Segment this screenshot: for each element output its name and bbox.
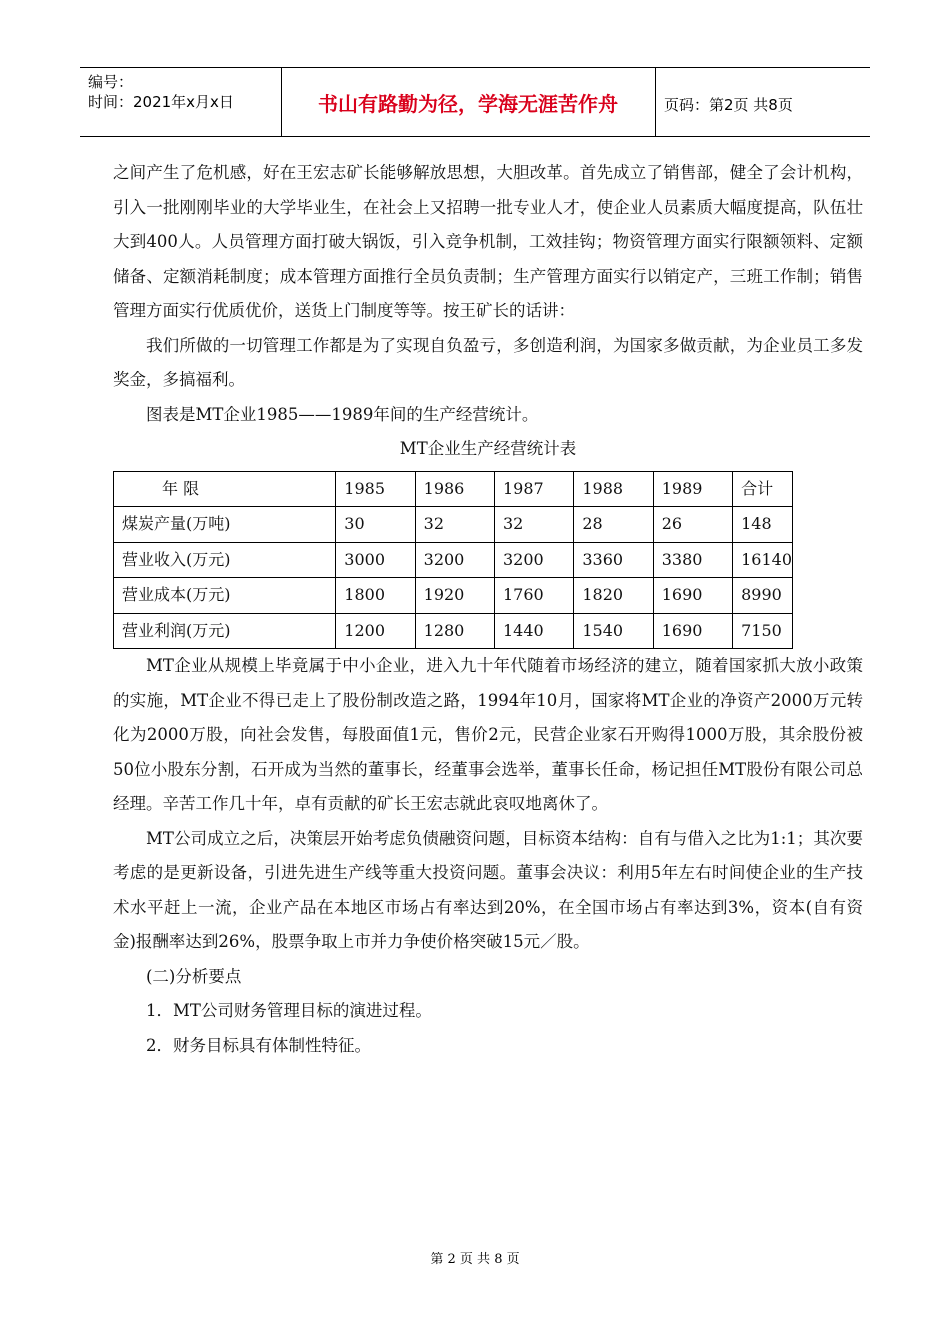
header-page-info: 页码：第2页 共8页 [664,96,793,114]
table-cell: 32 [415,507,494,543]
table-cell: 3200 [415,542,494,578]
list-item: 2．财务目标具有体制性特征。 [146,1035,371,1055]
table-header-cell: 1987 [495,471,574,507]
table-cell: 1280 [415,613,494,649]
table-caption: MT企业生产经营统计表 [399,439,577,458]
page-footer: 第 2 页 共 8 页 [430,1252,520,1267]
table-cell: 148 [733,507,793,543]
table-cell: 28 [574,507,653,543]
header-motto: 书山有路勤为径，学海无涯苦作舟 [318,92,618,116]
header-bottom-rule [80,136,870,137]
paragraph: 之间产生了危机感，好在王宏志矿长能够解放思想，大胆改革。首先成立了销售部，健全了会计机构，引入一批刚刚毕业的大学毕业生，在社会上又招聘一批专业人才，使企业人员素质大幅度提高，队伍壮大到400人。人员管理方面打破大锅饭，引入竞争机制，工效挂钩；物资管理方面实行限额领料、定额储备、定额消耗制度；成本管理方面推行全员负责制；生产管理方面实行以销定产，三班工作制；销售管理方面实行优质优价，送货上门制度等等。按王矿长的话讲： [113,163,863,320]
table-cell: 3000 [336,542,415,578]
table-cell: 1820 [574,578,653,614]
table-header-cell: 年 限 [114,471,336,507]
paragraph: 图表是MT企业1985——1989年间的生产经营统计。 [146,404,539,424]
table-cell: 16140 [733,542,793,578]
table-cell: 8990 [733,578,793,614]
paragraph: 我们所做的一切管理工作都是为了实现自负盈亏，多创造利润，为国家多做贡献，为企业员工多发奖金，多搞福利。 [113,335,863,389]
section-heading: (二)分析要点 [146,966,242,986]
table-cell: 26 [653,507,732,543]
table-cell: 7150 [733,613,793,649]
table-header-cell: 1989 [653,471,732,507]
table-cell: 1440 [495,613,574,649]
table-header-cell: 1985 [336,471,415,507]
header-divider-right [655,67,656,137]
header-top-rule [80,67,870,68]
list-item: 1．MT公司财务管理目标的演进过程。 [146,1001,432,1020]
table-row [114,542,793,578]
table-cell: 32 [495,507,574,543]
table-cell: 1760 [495,578,574,614]
table-cell: 3380 [653,542,732,578]
table-cell: 营业利润(万元) [114,613,336,649]
table-cell: 1200 [336,613,415,649]
table-header-cell: 1986 [415,471,494,507]
document-body [113,156,863,1063]
table-cell: 3360 [574,542,653,578]
table-cell: 营业成本(万元) [114,578,336,614]
table-cell: 营业收入(万元) [114,542,336,578]
table-cell: 1690 [653,613,732,649]
table-cell: 1540 [574,613,653,649]
statistics-table [113,471,793,650]
table-header-cell: 合计 [733,471,793,507]
table-row [114,507,793,543]
table-row [114,613,793,649]
table-cell: 1690 [653,578,732,614]
header-number-label: 编号： [88,73,134,91]
table-cell: 1920 [415,578,494,614]
table-row [114,578,793,614]
header-meta [88,72,234,112]
table-header-cell: 1988 [574,471,653,507]
table-header-row [114,471,793,507]
paragraph: MT公司成立之后，决策层开始考虑负债融资问题，目标资本结构：自有与借入之比为1:1；其次要考虑的是更新设备，引进先进生产线等重大投资问题。董事会决议：利用5年左右时间使企业的生产技术水平赶上一流，企业产品在本地区市场占有率达到20%，在全国市场占有率达到3%，资本(自有资金)报酬率达到26%，股票争取上市并力争使价格突破15元／股。 [113,828,863,951]
table-cell: 3200 [495,542,574,578]
table-cell: 30 [336,507,415,543]
header-date-label: 时间：2021年x月x日 [88,93,234,111]
paragraph: MT企业从规模上毕竟属于中小企业，进入九十年代随着市场经济的建立，随着国家抓大放小政策的实施，MT企业不得已走上了股份制改造之路，1994年10月，国家将MT企业的净资产2000万元转化为2000万股，向社会发售，每股面值1元，售价2元，民营企业家石开购得1000万股，其余股份被50位小股东分割，石开成为当然的董事长，经董事会选举，董事长任命，杨记担任MT股份有限公司总经理。辛苦工作几十年，卓有贡献的矿长王宏志就此哀叹地离休了。 [113,656,863,813]
table-cell: 煤炭产量(万吨) [114,507,336,543]
table-cell: 1800 [336,578,415,614]
